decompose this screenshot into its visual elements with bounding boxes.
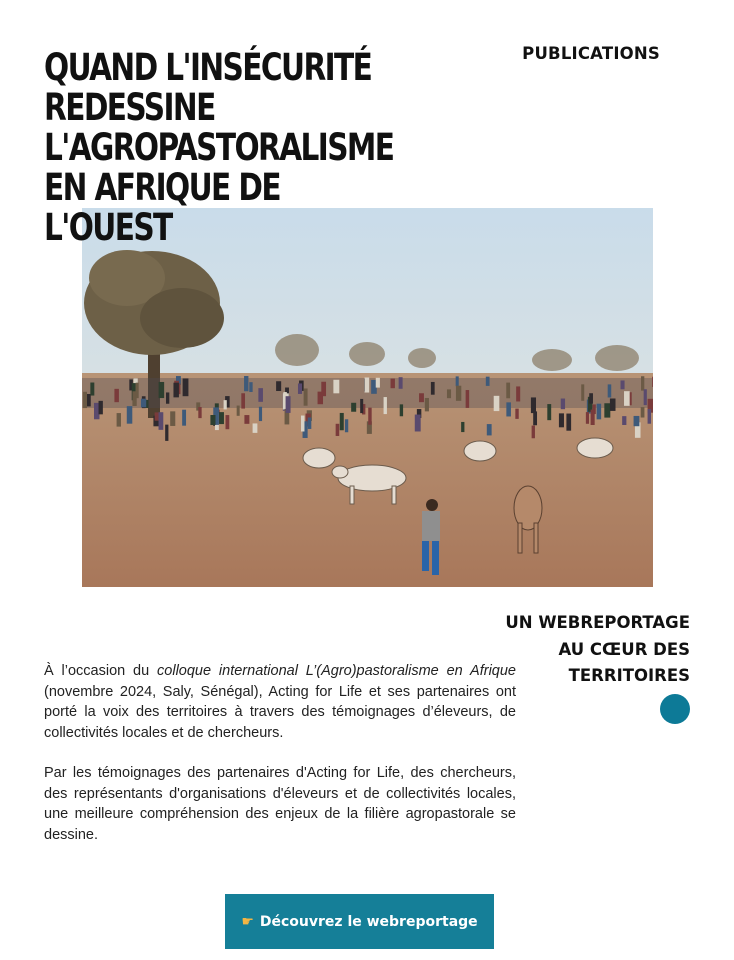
- pointing-hand-icon: ☛: [241, 913, 254, 930]
- discover-webreportage-button[interactable]: [225, 894, 494, 949]
- detail-paragraph: Par les témoignages des partenaires d'Acting for Life, des chercheurs, des représentants d'organisations d'éleveurs et de collectivités locales, une meilleure compréhension des enjeux de la filière agropastorale se dessine.: [44, 765, 516, 843]
- page-title: [44, 46, 394, 249]
- livestock-market-photo: [82, 208, 653, 587]
- section-label: PUBLICATIONS: [522, 44, 660, 63]
- subtitle-line: AU CŒUR DES: [558, 639, 690, 659]
- title-line: L'AGROPASTORALISME: [44, 126, 394, 169]
- title-line: L'OUEST: [44, 206, 172, 249]
- accent-dot: [660, 694, 690, 724]
- intro-paragraph: À l’occasion du colloque international L’(Agro)pastoralisme en Afrique (novembre 2024, Saly, Sénégal), Acting for Life et ses partenaires ont porté la voix des territoires à travers des témoignages d’éleveurs, de collectivités locales et de chercheurs.: [44, 663, 516, 741]
- title-line: EN AFRIQUE DE: [44, 166, 280, 209]
- intro-text: [44, 661, 516, 865]
- subtitle-line: TERRITOIRES: [568, 666, 690, 685]
- title-line: QUAND L'INSÉCURITÉ: [44, 46, 372, 89]
- title-line: REDESSINE: [44, 86, 215, 129]
- cta-label: Découvrez le webreportage: [259, 913, 478, 930]
- subtitle-line: UN WEBREPORTAGE: [505, 613, 690, 632]
